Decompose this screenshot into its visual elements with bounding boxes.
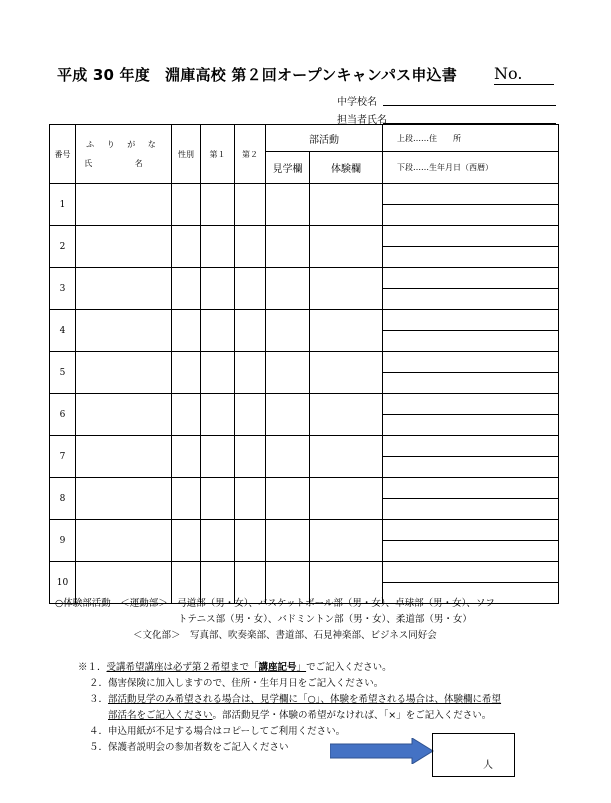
trial-cell[interactable] (310, 436, 383, 478)
table-row (50, 268, 559, 310)
header-observe: 見学欄 (266, 152, 310, 184)
header-address: 上段……住 所 (383, 125, 559, 152)
choice-2-cell[interactable] (235, 268, 266, 310)
table-row (50, 436, 559, 478)
choice-1-cell[interactable] (201, 436, 235, 478)
name-cell[interactable] (76, 520, 172, 562)
header-number: 番号 (50, 125, 76, 184)
note-2: ２．傷害保険に加入しますので、住所・生年月日をご記入ください。 (89, 678, 384, 689)
form-number-label: No. (494, 64, 523, 83)
row-number: 1 (50, 184, 76, 226)
row-number: 5 (50, 352, 76, 394)
activities-line-2: トテニス部（男・女）、バドミントン部（男・女）、柔道部（男・女） (178, 614, 472, 625)
teacher-name-label: 担当者氏名 (337, 115, 387, 126)
choice-2-cell[interactable] (235, 226, 266, 268)
trial-cell[interactable] (310, 184, 383, 226)
observe-cell[interactable] (266, 184, 310, 226)
table-row (50, 394, 559, 436)
choice-1-cell[interactable] (201, 310, 235, 352)
row-number: 4 (50, 310, 76, 352)
birthdate-field[interactable] (383, 499, 558, 519)
attendee-unit: 人 (483, 760, 493, 771)
trial-cell[interactable] (310, 352, 383, 394)
observe-cell[interactable] (266, 268, 310, 310)
arrow-right-icon (330, 738, 435, 764)
application-table (49, 124, 559, 604)
address-field[interactable] (383, 226, 558, 247)
gender-cell[interactable] (172, 394, 201, 436)
birthdate-field[interactable] (383, 247, 558, 267)
header-club: 部活動 (266, 125, 383, 152)
name-cell[interactable] (76, 310, 172, 352)
gender-cell[interactable] (172, 478, 201, 520)
address-field[interactable] (383, 184, 558, 205)
gender-cell[interactable] (172, 268, 201, 310)
trial-cell[interactable] (310, 520, 383, 562)
address-birth-cell[interactable] (383, 184, 559, 226)
choice-2-cell[interactable] (235, 310, 266, 352)
birthdate-field[interactable] (383, 331, 558, 351)
address-field[interactable] (383, 520, 558, 541)
trial-cell[interactable] (310, 226, 383, 268)
name-cell[interactable] (76, 184, 172, 226)
address-field[interactable] (383, 268, 558, 289)
birthdate-field[interactable] (383, 415, 558, 435)
observe-cell[interactable] (266, 436, 310, 478)
name-cell[interactable] (76, 268, 172, 310)
choice-1-cell[interactable] (201, 184, 235, 226)
table-row (50, 184, 559, 226)
note-4: ４．申込用紙が不足する場合はコピーしてご利用ください。 (89, 726, 346, 737)
gender-cell[interactable] (172, 184, 201, 226)
table-row (50, 478, 559, 520)
birthdate-field[interactable] (383, 541, 558, 561)
activities-line-1: ○体験部活動 ＜運動部＞ 弓道部（男・女）、バスケットボール部（男・女）、卓球部（男・女）、ソフ (55, 598, 495, 609)
row-number: 7 (50, 436, 76, 478)
gender-cell[interactable] (172, 520, 201, 562)
row-number: 10 (50, 562, 76, 604)
address-birth-cell[interactable] (383, 352, 559, 394)
header-choice-2: 第２ (235, 125, 266, 184)
header-name: ふ り が な 氏 名 (76, 125, 172, 184)
address-field[interactable] (383, 352, 558, 373)
note-3: ３．部活動見学のみ希望される場合は、見学欄に「○」、体験を希望される場合は、体験欄に希望 (89, 694, 502, 705)
observe-cell[interactable] (266, 394, 310, 436)
birthdate-field[interactable] (383, 373, 558, 393)
name-cell[interactable] (76, 478, 172, 520)
table-row (50, 226, 559, 268)
trial-cell[interactable] (310, 268, 383, 310)
row-number: 9 (50, 520, 76, 562)
name-cell[interactable] (76, 352, 172, 394)
choice-1-cell[interactable] (201, 520, 235, 562)
birthdate-field[interactable] (383, 457, 558, 477)
name-cell[interactable] (76, 394, 172, 436)
address-birth-cell[interactable] (383, 226, 559, 268)
birthdate-field[interactable] (383, 289, 558, 309)
trial-cell[interactable] (310, 394, 383, 436)
table-row (50, 520, 559, 562)
header-birthdate: 下段……生年月日（西暦） (383, 152, 559, 184)
row-number: 2 (50, 226, 76, 268)
gender-cell[interactable] (172, 226, 201, 268)
row-number: 8 (50, 478, 76, 520)
gender-cell[interactable] (172, 310, 201, 352)
choice-2-cell[interactable] (235, 394, 266, 436)
address-birth-cell[interactable] (383, 478, 559, 520)
gender-cell[interactable] (172, 436, 201, 478)
note-3-continued: 部活名をご記入ください。部活動見学・体験の希望がなければ、「×」をご記入ください。 (108, 710, 492, 721)
observe-cell[interactable] (266, 352, 310, 394)
choice-2-cell[interactable] (235, 352, 266, 394)
choice-2-cell[interactable] (235, 478, 266, 520)
address-birth-cell[interactable] (383, 268, 559, 310)
choice-2-cell[interactable] (235, 184, 266, 226)
choice-2-cell[interactable] (235, 436, 266, 478)
name-cell[interactable] (76, 226, 172, 268)
address-field[interactable] (383, 394, 558, 415)
row-number: 6 (50, 394, 76, 436)
choice-1-cell[interactable] (201, 394, 235, 436)
note-5: ５．保護者説明会の参加者数をご記入ください (89, 742, 289, 753)
school-name-label: 中学校名 (337, 97, 377, 108)
table-row (50, 352, 559, 394)
address-birth-cell[interactable] (383, 310, 559, 352)
row-number: 3 (50, 268, 76, 310)
birthdate-field[interactable] (383, 205, 558, 225)
trial-cell[interactable] (310, 310, 383, 352)
note-1: ※１．受講希望講座は必ず第２希望まで「講座記号」でご記入ください。 (78, 662, 392, 673)
school-name-field[interactable] (383, 105, 556, 106)
gender-cell[interactable] (172, 352, 201, 394)
choice-1-cell[interactable] (201, 478, 235, 520)
header-gender: 性別 (172, 125, 201, 184)
activities-line-3: ＜文化部＞ 写真部、吹奏楽部、書道部、石見神楽部、ビジネス同好会 (133, 630, 437, 641)
form-number-field[interactable] (494, 84, 554, 85)
attendee-count-box[interactable] (432, 733, 515, 777)
name-cell[interactable] (76, 436, 172, 478)
address-field[interactable] (383, 310, 558, 331)
address-field[interactable] (383, 478, 558, 499)
header-trial: 体験欄 (310, 152, 383, 184)
address-field[interactable] (383, 562, 558, 583)
observe-cell[interactable] (266, 310, 310, 352)
choice-2-cell[interactable] (235, 520, 266, 562)
header-choice-1: 第１ (201, 125, 235, 184)
trial-cell[interactable] (310, 478, 383, 520)
observe-cell[interactable] (266, 226, 310, 268)
choice-1-cell[interactable] (201, 226, 235, 268)
form-title: 平成 30 年度 淵庫高校 第２回オープンキャンパス申込書 (57, 66, 457, 84)
table-row (50, 310, 559, 352)
address-field[interactable] (383, 436, 558, 457)
choice-1-cell[interactable] (201, 352, 235, 394)
address-birth-cell[interactable] (383, 394, 559, 436)
address-birth-cell[interactable] (383, 436, 559, 478)
address-birth-cell[interactable] (383, 520, 559, 562)
choice-1-cell[interactable] (201, 268, 235, 310)
observe-cell[interactable] (266, 520, 310, 562)
observe-cell[interactable] (266, 478, 310, 520)
